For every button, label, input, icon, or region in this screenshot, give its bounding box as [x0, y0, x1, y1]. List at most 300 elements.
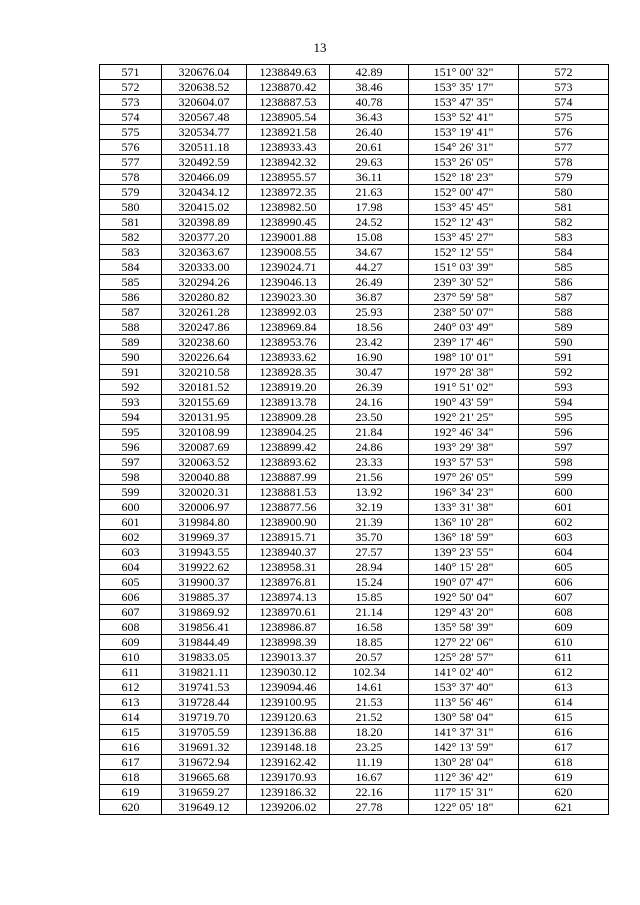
point-number-cell: 600: [100, 500, 162, 515]
table-row: [100, 605, 609, 620]
y-coordinate-cell: 1238881.53: [247, 485, 330, 500]
bearing-cell: 136° 18' 59": [409, 530, 519, 545]
next-point-number-cell: 597: [519, 440, 609, 455]
distance-cell: 21.63: [330, 185, 409, 200]
bearing-cell: 191° 51' 02": [409, 380, 519, 395]
distance-cell: 23.33: [330, 455, 409, 470]
x-coordinate-cell: 319649.12: [162, 800, 247, 815]
distance-cell: 42.89: [330, 65, 409, 80]
point-number-cell: 593: [100, 395, 162, 410]
y-coordinate-cell: 1238849.63: [247, 65, 330, 80]
bearing-cell: 153° 26' 05": [409, 155, 519, 170]
distance-cell: 24.86: [330, 440, 409, 455]
x-coordinate-cell: 320604.07: [162, 95, 247, 110]
next-point-number-cell: 591: [519, 350, 609, 365]
next-point-number-cell: 593: [519, 380, 609, 395]
distance-cell: 21.53: [330, 695, 409, 710]
next-point-number-cell: 577: [519, 140, 609, 155]
x-coordinate-cell: 320492.59: [162, 155, 247, 170]
bearing-cell: 238° 50' 07": [409, 305, 519, 320]
next-point-number-cell: 608: [519, 605, 609, 620]
distance-cell: 34.67: [330, 245, 409, 260]
next-point-number-cell: 581: [519, 200, 609, 215]
bearing-cell: 153° 45' 27": [409, 230, 519, 245]
next-point-number-cell: 594: [519, 395, 609, 410]
next-point-number-cell: 572: [519, 65, 609, 80]
y-coordinate-cell: 1238992.03: [247, 305, 330, 320]
y-coordinate-cell: 1238887.99: [247, 470, 330, 485]
x-coordinate-cell: 320261.28: [162, 305, 247, 320]
bearing-cell: 142° 13' 59": [409, 740, 519, 755]
point-number-cell: 620: [100, 800, 162, 815]
bearing-cell: 140° 15' 28": [409, 560, 519, 575]
x-coordinate-cell: 319969.37: [162, 530, 247, 545]
bearing-cell: 190° 43' 59": [409, 395, 519, 410]
table-row: [100, 560, 609, 575]
distance-cell: 23.50: [330, 410, 409, 425]
distance-cell: 15.85: [330, 590, 409, 605]
table-row: [100, 110, 609, 125]
table-row: [100, 365, 609, 380]
x-coordinate-cell: 319885.37: [162, 590, 247, 605]
bearing-cell: 125° 28' 57": [409, 650, 519, 665]
y-coordinate-cell: 1239094.46: [247, 680, 330, 695]
y-coordinate-cell: 1238870.42: [247, 80, 330, 95]
next-point-number-cell: 613: [519, 680, 609, 695]
point-number-cell: 613: [100, 695, 162, 710]
distance-cell: 28.94: [330, 560, 409, 575]
x-coordinate-cell: 319705.59: [162, 725, 247, 740]
x-coordinate-cell: 320676.04: [162, 65, 247, 80]
table-row: [100, 455, 609, 470]
table-row: [100, 710, 609, 725]
bearing-cell: 113° 56' 46": [409, 695, 519, 710]
y-coordinate-cell: 1238905.54: [247, 110, 330, 125]
x-coordinate-cell: 320238.60: [162, 335, 247, 350]
y-coordinate-cell: 1238955.57: [247, 170, 330, 185]
x-coordinate-cell: 320131.95: [162, 410, 247, 425]
table-row: [100, 665, 609, 680]
distance-cell: 26.40: [330, 125, 409, 140]
y-coordinate-cell: 1238986.87: [247, 620, 330, 635]
point-number-cell: 595: [100, 425, 162, 440]
y-coordinate-cell: 1238942.32: [247, 155, 330, 170]
point-number-cell: 603: [100, 545, 162, 560]
distance-cell: 36.43: [330, 110, 409, 125]
y-coordinate-cell: 1238921.58: [247, 125, 330, 140]
distance-cell: 15.24: [330, 575, 409, 590]
y-coordinate-cell: 1238958.31: [247, 560, 330, 575]
next-point-number-cell: 589: [519, 320, 609, 335]
point-number-cell: 587: [100, 305, 162, 320]
point-number-cell: 592: [100, 380, 162, 395]
bearing-cell: 153° 37' 40": [409, 680, 519, 695]
point-number-cell: 572: [100, 80, 162, 95]
next-point-number-cell: 576: [519, 125, 609, 140]
x-coordinate-cell: 320638.52: [162, 80, 247, 95]
y-coordinate-cell: 1239013.37: [247, 650, 330, 665]
table-row: [100, 290, 609, 305]
point-number-cell: 571: [100, 65, 162, 80]
point-number-cell: 604: [100, 560, 162, 575]
y-coordinate-cell: 1238893.62: [247, 455, 330, 470]
table-row: [100, 260, 609, 275]
y-coordinate-cell: 1238990.45: [247, 215, 330, 230]
y-coordinate-cell: 1238940.37: [247, 545, 330, 560]
point-number-cell: 584: [100, 260, 162, 275]
next-point-number-cell: 587: [519, 290, 609, 305]
next-point-number-cell: 601: [519, 500, 609, 515]
point-number-cell: 618: [100, 770, 162, 785]
point-number-cell: 615: [100, 725, 162, 740]
table-row: [100, 335, 609, 350]
y-coordinate-cell: 1239001.88: [247, 230, 330, 245]
point-number-cell: 610: [100, 650, 162, 665]
distance-cell: 23.25: [330, 740, 409, 755]
next-point-number-cell: 605: [519, 560, 609, 575]
bearing-cell: 127° 22' 06": [409, 635, 519, 650]
bearing-cell: 136° 10' 28": [409, 515, 519, 530]
next-point-number-cell: 619: [519, 770, 609, 785]
x-coordinate-cell: 320040.88: [162, 470, 247, 485]
y-coordinate-cell: 1238909.28: [247, 410, 330, 425]
table-row: [100, 215, 609, 230]
x-coordinate-cell: 320466.09: [162, 170, 247, 185]
table-row: [100, 515, 609, 530]
next-point-number-cell: 580: [519, 185, 609, 200]
table-row: [100, 305, 609, 320]
next-point-number-cell: 575: [519, 110, 609, 125]
distance-cell: 18.85: [330, 635, 409, 650]
x-coordinate-cell: 320363.67: [162, 245, 247, 260]
distance-cell: 24.52: [330, 215, 409, 230]
next-point-number-cell: 606: [519, 575, 609, 590]
table-row: [100, 440, 609, 455]
bearing-cell: 130° 58' 04": [409, 710, 519, 725]
point-number-cell: 602: [100, 530, 162, 545]
x-coordinate-cell: 319922.62: [162, 560, 247, 575]
bearing-cell: 112° 36' 42": [409, 770, 519, 785]
x-coordinate-cell: 319672.94: [162, 755, 247, 770]
point-number-cell: 581: [100, 215, 162, 230]
table-row: [100, 155, 609, 170]
y-coordinate-cell: 1239100.95: [247, 695, 330, 710]
next-point-number-cell: 607: [519, 590, 609, 605]
table-row: [100, 65, 609, 80]
table-row: [100, 680, 609, 695]
bearing-cell: 153° 35' 17": [409, 80, 519, 95]
point-number-cell: 586: [100, 290, 162, 305]
distance-cell: 16.58: [330, 620, 409, 635]
y-coordinate-cell: 1238899.42: [247, 440, 330, 455]
bearing-cell: 192° 46' 34": [409, 425, 519, 440]
point-number-cell: 588: [100, 320, 162, 335]
next-point-number-cell: 596: [519, 425, 609, 440]
y-coordinate-cell: 1238904.25: [247, 425, 330, 440]
table-row: [100, 635, 609, 650]
point-number-cell: 591: [100, 365, 162, 380]
bearing-cell: 141° 02' 40": [409, 665, 519, 680]
point-number-cell: 616: [100, 740, 162, 755]
y-coordinate-cell: 1239136.88: [247, 725, 330, 740]
point-number-cell: 607: [100, 605, 162, 620]
y-coordinate-cell: 1238887.53: [247, 95, 330, 110]
bearing-cell: 153° 52' 41": [409, 110, 519, 125]
x-coordinate-cell: 320226.64: [162, 350, 247, 365]
x-coordinate-cell: 319741.53: [162, 680, 247, 695]
next-point-number-cell: 603: [519, 530, 609, 545]
point-number-cell: 617: [100, 755, 162, 770]
y-coordinate-cell: 1239120.63: [247, 710, 330, 725]
table-row: [100, 470, 609, 485]
y-coordinate-cell: 1238919.20: [247, 380, 330, 395]
point-number-cell: 596: [100, 440, 162, 455]
x-coordinate-cell: 319821.11: [162, 665, 247, 680]
table-row: [100, 770, 609, 785]
x-coordinate-cell: 320415.02: [162, 200, 247, 215]
x-coordinate-cell: 320155.69: [162, 395, 247, 410]
point-number-cell: 608: [100, 620, 162, 635]
bearing-cell: 130° 28' 04": [409, 755, 519, 770]
table-row: [100, 275, 609, 290]
next-point-number-cell: 617: [519, 740, 609, 755]
distance-cell: 16.90: [330, 350, 409, 365]
point-number-cell: 583: [100, 245, 162, 260]
next-point-number-cell: 614: [519, 695, 609, 710]
y-coordinate-cell: 1238900.90: [247, 515, 330, 530]
table-row: [100, 785, 609, 800]
bearing-cell: 239° 30' 52": [409, 275, 519, 290]
distance-cell: 17.98: [330, 200, 409, 215]
next-point-number-cell: 612: [519, 665, 609, 680]
x-coordinate-cell: 320534.77: [162, 125, 247, 140]
y-coordinate-cell: 1239030.12: [247, 665, 330, 680]
bearing-cell: 139° 23' 55": [409, 545, 519, 560]
table-row: [100, 170, 609, 185]
next-point-number-cell: 620: [519, 785, 609, 800]
distance-cell: 36.11: [330, 170, 409, 185]
distance-cell: 18.20: [330, 725, 409, 740]
page-number: 13: [313, 40, 327, 55]
bearing-cell: 133° 31' 38": [409, 500, 519, 515]
x-coordinate-cell: 320063.52: [162, 455, 247, 470]
x-coordinate-cell: 320006.97: [162, 500, 247, 515]
table-row: [100, 185, 609, 200]
y-coordinate-cell: 1239170.93: [247, 770, 330, 785]
next-point-number-cell: 598: [519, 455, 609, 470]
x-coordinate-cell: 320280.82: [162, 290, 247, 305]
table-row: [100, 80, 609, 95]
distance-cell: 13.92: [330, 485, 409, 500]
y-coordinate-cell: 1238877.56: [247, 500, 330, 515]
table-row: [100, 125, 609, 140]
bearing-cell: 196° 34' 23": [409, 485, 519, 500]
next-point-number-cell: 609: [519, 620, 609, 635]
distance-cell: 20.61: [330, 140, 409, 155]
y-coordinate-cell: 1239008.55: [247, 245, 330, 260]
bearing-cell: 197° 28' 38": [409, 365, 519, 380]
point-number-cell: 605: [100, 575, 162, 590]
next-point-number-cell: 588: [519, 305, 609, 320]
distance-cell: 30.47: [330, 365, 409, 380]
x-coordinate-cell: 319833.05: [162, 650, 247, 665]
distance-cell: 35.70: [330, 530, 409, 545]
x-coordinate-cell: 319691.32: [162, 740, 247, 755]
table-row: [100, 320, 609, 335]
distance-cell: 15.08: [330, 230, 409, 245]
distance-cell: 26.49: [330, 275, 409, 290]
bearing-cell: 153° 45' 45": [409, 200, 519, 215]
next-point-number-cell: 595: [519, 410, 609, 425]
point-number-cell: 579: [100, 185, 162, 200]
distance-cell: 11.19: [330, 755, 409, 770]
x-coordinate-cell: 319869.92: [162, 605, 247, 620]
next-point-number-cell: 599: [519, 470, 609, 485]
table-row: [100, 95, 609, 110]
y-coordinate-cell: 1239162.42: [247, 755, 330, 770]
bearing-cell: 153° 19' 41": [409, 125, 519, 140]
table-row: [100, 590, 609, 605]
point-number-cell: 577: [100, 155, 162, 170]
distance-cell: 32.19: [330, 500, 409, 515]
y-coordinate-cell: 1239206.02: [247, 800, 330, 815]
table-row: [100, 245, 609, 260]
bearing-cell: 239° 17' 46": [409, 335, 519, 350]
y-coordinate-cell: 1238970.61: [247, 605, 330, 620]
table-row: [100, 650, 609, 665]
next-point-number-cell: 611: [519, 650, 609, 665]
table-row: [100, 380, 609, 395]
next-point-number-cell: 585: [519, 260, 609, 275]
distance-cell: 38.46: [330, 80, 409, 95]
x-coordinate-cell: 320247.86: [162, 320, 247, 335]
y-coordinate-cell: 1238915.71: [247, 530, 330, 545]
bearing-cell: 192° 21' 25": [409, 410, 519, 425]
bearing-cell: 152° 18' 23": [409, 170, 519, 185]
bearing-cell: 129° 43' 20": [409, 605, 519, 620]
y-coordinate-cell: 1238913.78: [247, 395, 330, 410]
point-number-cell: 612: [100, 680, 162, 695]
x-coordinate-cell: 320108.99: [162, 425, 247, 440]
y-coordinate-cell: 1239023.30: [247, 290, 330, 305]
next-point-number-cell: 618: [519, 755, 609, 770]
x-coordinate-cell: 319943.55: [162, 545, 247, 560]
x-coordinate-cell: 319659.27: [162, 785, 247, 800]
next-point-number-cell: 586: [519, 275, 609, 290]
bearing-cell: 152° 00' 47": [409, 185, 519, 200]
y-coordinate-cell: 1238969.84: [247, 320, 330, 335]
y-coordinate-cell: 1238928.35: [247, 365, 330, 380]
point-number-cell: 597: [100, 455, 162, 470]
table-row: [100, 350, 609, 365]
table-row: [100, 530, 609, 545]
distance-cell: 25.93: [330, 305, 409, 320]
distance-cell: 16.67: [330, 770, 409, 785]
distance-cell: 27.57: [330, 545, 409, 560]
next-point-number-cell: 600: [519, 485, 609, 500]
y-coordinate-cell: 1239046.13: [247, 275, 330, 290]
x-coordinate-cell: 320434.12: [162, 185, 247, 200]
x-coordinate-cell: 320377.20: [162, 230, 247, 245]
point-number-cell: 614: [100, 710, 162, 725]
next-point-number-cell: 574: [519, 95, 609, 110]
distance-cell: 26.39: [330, 380, 409, 395]
x-coordinate-cell: 319844.49: [162, 635, 247, 650]
point-number-cell: 590: [100, 350, 162, 365]
bearing-cell: 141° 37' 31": [409, 725, 519, 740]
bearing-cell: 151° 03' 39": [409, 260, 519, 275]
x-coordinate-cell: 319900.37: [162, 575, 247, 590]
y-coordinate-cell: 1239024.71: [247, 260, 330, 275]
x-coordinate-cell: 320511.18: [162, 140, 247, 155]
bearing-cell: 237° 59' 58": [409, 290, 519, 305]
point-number-cell: 580: [100, 200, 162, 215]
distance-cell: 21.14: [330, 605, 409, 620]
point-number-cell: 599: [100, 485, 162, 500]
next-point-number-cell: 615: [519, 710, 609, 725]
table-body: [100, 65, 609, 815]
next-point-number-cell: 602: [519, 515, 609, 530]
y-coordinate-cell: 1239148.18: [247, 740, 330, 755]
y-coordinate-cell: 1238933.62: [247, 350, 330, 365]
x-coordinate-cell: 320181.52: [162, 380, 247, 395]
distance-cell: 21.52: [330, 710, 409, 725]
point-number-cell: 585: [100, 275, 162, 290]
table-row: [100, 485, 609, 500]
next-point-number-cell: 590: [519, 335, 609, 350]
table-row: [100, 755, 609, 770]
y-coordinate-cell: 1238972.35: [247, 185, 330, 200]
x-coordinate-cell: 319665.68: [162, 770, 247, 785]
point-number-cell: 609: [100, 635, 162, 650]
coordinates-table: [99, 64, 609, 815]
point-number-cell: 606: [100, 590, 162, 605]
next-point-number-cell: 584: [519, 245, 609, 260]
y-coordinate-cell: 1238974.13: [247, 590, 330, 605]
y-coordinate-cell: 1238982.50: [247, 200, 330, 215]
y-coordinate-cell: 1239186.32: [247, 785, 330, 800]
table-row: [100, 545, 609, 560]
next-point-number-cell: 604: [519, 545, 609, 560]
bearing-cell: 154° 26' 31": [409, 140, 519, 155]
bearing-cell: 193° 57' 53": [409, 455, 519, 470]
next-point-number-cell: 579: [519, 170, 609, 185]
distance-cell: 22.16: [330, 785, 409, 800]
next-point-number-cell: 621: [519, 800, 609, 815]
bearing-cell: 240° 03' 49": [409, 320, 519, 335]
point-number-cell: 573: [100, 95, 162, 110]
point-number-cell: 574: [100, 110, 162, 125]
table-row: [100, 395, 609, 410]
x-coordinate-cell: 320087.69: [162, 440, 247, 455]
table-row: [100, 410, 609, 425]
distance-cell: 36.87: [330, 290, 409, 305]
next-point-number-cell: 582: [519, 215, 609, 230]
distance-cell: 44.27: [330, 260, 409, 275]
next-point-number-cell: 610: [519, 635, 609, 650]
x-coordinate-cell: 319719.70: [162, 710, 247, 725]
y-coordinate-cell: 1238998.39: [247, 635, 330, 650]
table-row: [100, 230, 609, 245]
table-row: [100, 695, 609, 710]
table-row: [100, 200, 609, 215]
x-coordinate-cell: 319856.41: [162, 620, 247, 635]
x-coordinate-cell: 320333.00: [162, 260, 247, 275]
x-coordinate-cell: 320567.48: [162, 110, 247, 125]
y-coordinate-cell: 1238953.76: [247, 335, 330, 350]
distance-cell: 27.78: [330, 800, 409, 815]
point-number-cell: 594: [100, 410, 162, 425]
